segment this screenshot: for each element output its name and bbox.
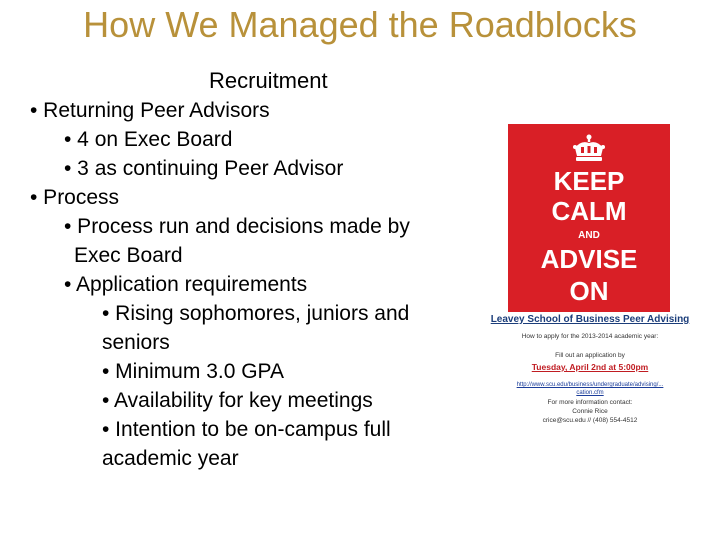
poster-link-cont[interactable]: cation.cfm [576, 390, 604, 396]
bullet-continuation: academic year [102, 447, 239, 470]
poster-how-to: How to apply for the 2013-2014 academic year: [521, 333, 659, 340]
bullet-list [30, 96, 480, 473]
bullet-item: • Availability for key meetings [102, 389, 373, 412]
bullet-item: • Minimum 3.0 GPA [102, 360, 285, 383]
bullet-item: • Process [30, 186, 120, 209]
poster-more-info: For more information contact: [547, 399, 633, 406]
bullet-item: • Returning Peer Advisors [30, 99, 270, 122]
poster-red-panel [508, 124, 670, 312]
poster-contact-name: Connie Rice [572, 408, 608, 415]
bullet-item: • Process run and decisions made by [64, 215, 410, 238]
poster-keep: KEEP [553, 166, 625, 196]
bullet-continuation: Exec Board [74, 244, 183, 267]
poster-fill-out: Fill out an application by [555, 352, 625, 359]
poster-contact: crice@scu.edu // (408) 554-4512 [542, 417, 638, 424]
poster-calm: CALM [551, 196, 627, 226]
slide-subtitle: Recruitment [209, 68, 328, 93]
keep-calm-poster [490, 124, 690, 434]
poster-and: AND [578, 230, 600, 241]
poster-link[interactable]: http://www.scu.edu/business/undergraduate/advising/... [516, 382, 664, 388]
poster-on: ON [569, 276, 609, 306]
poster-school-name: Leavey School of Business Peer Advising [490, 314, 690, 325]
bullet-item: • 3 as continuing Peer Advisor [64, 157, 344, 180]
crown-icon [571, 134, 607, 164]
bullet-item: • 4 on Exec Board [64, 128, 233, 151]
bullet-continuation: seniors [102, 331, 170, 354]
poster-deadline: Tuesday, April 2nd at 5:00pm [531, 362, 649, 372]
bullet-item: • Application requirements [64, 273, 308, 296]
bullet-item: • Intention to be on-campus full [102, 418, 391, 441]
poster-advise: ADVISE [540, 244, 638, 274]
slide-title: How We Managed the Roadblocks [83, 4, 637, 45]
bullet-item: • Rising sophomores, juniors and [102, 302, 410, 325]
